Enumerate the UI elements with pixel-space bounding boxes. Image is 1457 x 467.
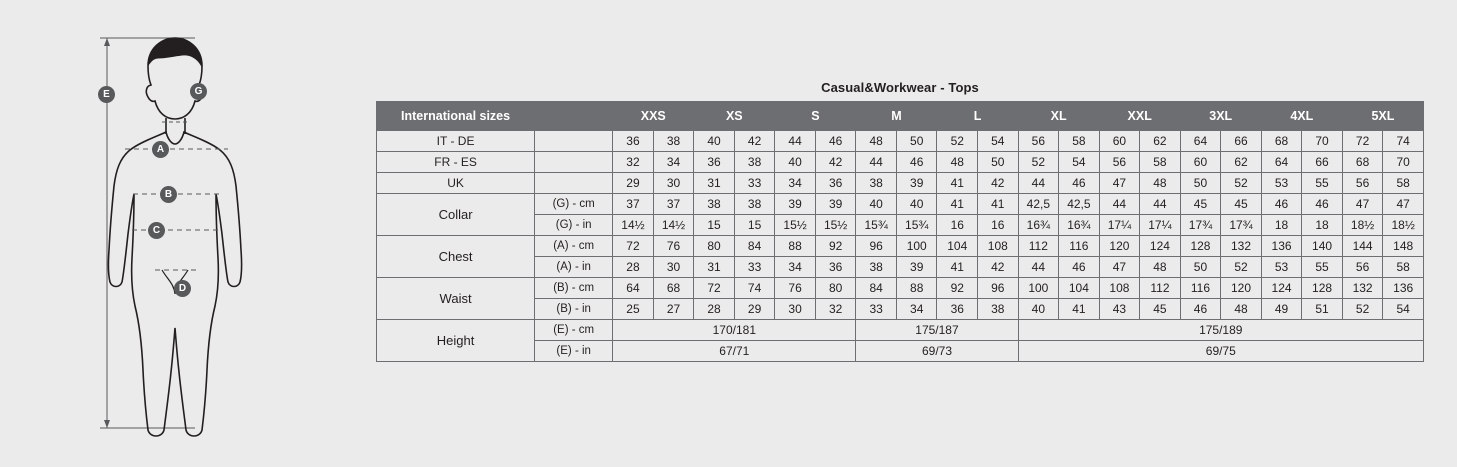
cell: 42 — [978, 173, 1019, 194]
table-row — [377, 131, 1424, 152]
table-row — [377, 236, 1424, 257]
cell: 58 — [1059, 131, 1100, 152]
cell: 68 — [653, 278, 694, 299]
cell: 25 — [613, 299, 654, 320]
cell: 15¾ — [856, 215, 897, 236]
cell: 14½ — [653, 215, 694, 236]
cell: 50 — [978, 152, 1019, 173]
header-size-xxl: XXL — [1099, 102, 1180, 131]
cell: 60 — [1180, 152, 1221, 173]
cell: 48 — [856, 131, 897, 152]
header-international-sizes: International sizes — [377, 102, 535, 131]
header-unit — [535, 102, 613, 131]
cell: 40 — [775, 152, 816, 173]
cell: 52 — [1221, 173, 1262, 194]
cell: 38 — [856, 173, 897, 194]
cell: 120 — [1221, 278, 1262, 299]
row-unit — [535, 173, 613, 194]
cell: 136 — [1383, 278, 1424, 299]
cell: 140 — [1302, 236, 1343, 257]
label-G: G — [190, 83, 207, 100]
row-label-waist: Waist — [377, 278, 535, 320]
cell: 28 — [694, 299, 735, 320]
cell: 76 — [653, 236, 694, 257]
header-size-xxs: XXS — [613, 102, 694, 131]
cell: 53 — [1261, 173, 1302, 194]
cell: 46 — [1180, 299, 1221, 320]
cell: 88 — [896, 278, 937, 299]
cell: 44 — [856, 152, 897, 173]
cell: 42 — [815, 152, 856, 173]
cell: 55 — [1302, 257, 1343, 278]
cell: 55 — [1302, 173, 1343, 194]
header-size-4xl: 4XL — [1261, 102, 1342, 131]
table-row — [377, 173, 1424, 194]
cell: 128 — [1180, 236, 1221, 257]
cell: 47 — [1342, 194, 1383, 215]
row-label-uk: UK — [377, 173, 535, 194]
cell: 120 — [1099, 236, 1140, 257]
cell: 70 — [1302, 131, 1343, 152]
cell: 48 — [937, 152, 978, 173]
header-size-xs: XS — [694, 102, 775, 131]
cell: 16 — [937, 215, 978, 236]
cell: 104 — [1059, 278, 1100, 299]
cell: 72 — [1342, 131, 1383, 152]
cell: 104 — [937, 236, 978, 257]
cell: 17¼ — [1140, 215, 1181, 236]
cell: 17¼ — [1099, 215, 1140, 236]
cell: 42 — [978, 257, 1019, 278]
cell: 148 — [1383, 236, 1424, 257]
cell: 68 — [1261, 131, 1302, 152]
cell: 112 — [1140, 278, 1181, 299]
cell: 15 — [734, 215, 775, 236]
cell: 52 — [1342, 299, 1383, 320]
cell: 58 — [1383, 173, 1424, 194]
row-unit: (E) - cm — [535, 320, 613, 341]
cell: 92 — [937, 278, 978, 299]
cell: 28 — [613, 257, 654, 278]
cell: 96 — [856, 236, 897, 257]
cell: 144 — [1342, 236, 1383, 257]
header-size-5xl: 5XL — [1342, 102, 1423, 131]
cell: 33 — [734, 257, 775, 278]
cell: 41 — [1059, 299, 1100, 320]
body-measurement-figure — [70, 18, 310, 448]
header-size-s: S — [775, 102, 856, 131]
cell: 37 — [613, 194, 654, 215]
cell: 116 — [1180, 278, 1221, 299]
cell: 40 — [896, 194, 937, 215]
cell: 44 — [1099, 194, 1140, 215]
cell: 44 — [775, 131, 816, 152]
cell: 45 — [1221, 194, 1262, 215]
cell: 33 — [856, 299, 897, 320]
cell: 40 — [1018, 299, 1059, 320]
cell: 32 — [815, 299, 856, 320]
cell: 72 — [694, 278, 735, 299]
label-A: A — [152, 141, 169, 158]
label-B: B — [160, 186, 177, 203]
table-row — [377, 278, 1424, 299]
cell: 52 — [1018, 152, 1059, 173]
cell: 66 — [1221, 131, 1262, 152]
cell: 132 — [1342, 278, 1383, 299]
cell: 30 — [653, 173, 694, 194]
cell: 18½ — [1383, 215, 1424, 236]
table-row — [377, 152, 1424, 173]
cell: 52 — [937, 131, 978, 152]
cell: 39 — [815, 194, 856, 215]
cell: 56 — [1342, 173, 1383, 194]
cell: 50 — [1180, 257, 1221, 278]
row-unit: (E) - in — [535, 341, 613, 362]
row-unit: (A) - cm — [535, 236, 613, 257]
cell: 33 — [734, 173, 775, 194]
row-unit: (G) - cm — [535, 194, 613, 215]
row-unit — [535, 152, 613, 173]
cell: 16¾ — [1059, 215, 1100, 236]
cell: 42,5 — [1059, 194, 1100, 215]
cell: 47 — [1099, 173, 1140, 194]
cell: 108 — [978, 236, 1019, 257]
row-unit: (A) - in — [535, 257, 613, 278]
cell: 42 — [734, 131, 775, 152]
header-size-3xl: 3XL — [1180, 102, 1261, 131]
row-label-chest: Chest — [377, 236, 535, 278]
row-label-fr-es: FR - ES — [377, 152, 535, 173]
cell: 30 — [775, 299, 816, 320]
cell: 18½ — [1342, 215, 1383, 236]
cell: 15¾ — [896, 215, 937, 236]
cell: 56 — [1342, 257, 1383, 278]
cell: 43 — [1099, 299, 1140, 320]
cell: 38 — [694, 194, 735, 215]
row-label-height: Height — [377, 320, 535, 362]
cell: 80 — [815, 278, 856, 299]
cell: 39 — [896, 257, 937, 278]
cell: 124 — [1140, 236, 1181, 257]
table-body — [377, 131, 1424, 362]
cell: 18 — [1302, 215, 1343, 236]
cell: 39 — [775, 194, 816, 215]
cell: 46 — [896, 152, 937, 173]
cell: 44 — [1018, 257, 1059, 278]
cell: 48 — [1140, 173, 1181, 194]
header-size-l: L — [937, 102, 1018, 131]
cell-height-group: 69/73 — [856, 341, 1018, 362]
cell: 45 — [1180, 194, 1221, 215]
cell: 42,5 — [1018, 194, 1059, 215]
row-unit: (G) - in — [535, 215, 613, 236]
cell: 50 — [1180, 173, 1221, 194]
human-body-diagram — [70, 18, 310, 448]
cell: 48 — [1221, 299, 1262, 320]
cell: 100 — [896, 236, 937, 257]
header-size-xl: XL — [1018, 102, 1099, 131]
cell: 88 — [775, 236, 816, 257]
row-unit — [535, 131, 613, 152]
cell: 34 — [775, 173, 816, 194]
row-label-it-de: IT - DE — [377, 131, 535, 152]
cell: 136 — [1261, 236, 1302, 257]
cell: 76 — [775, 278, 816, 299]
cell: 44 — [1018, 173, 1059, 194]
cell: 36 — [815, 173, 856, 194]
cell: 46 — [1059, 173, 1100, 194]
row-unit: (B) - cm — [535, 278, 613, 299]
cell: 29 — [613, 173, 654, 194]
cell: 41 — [937, 257, 978, 278]
cell: 74 — [1383, 131, 1424, 152]
cell: 15½ — [815, 215, 856, 236]
cell: 30 — [653, 257, 694, 278]
cell: 38 — [653, 131, 694, 152]
cell: 27 — [653, 299, 694, 320]
cell: 46 — [1302, 194, 1343, 215]
cell: 39 — [896, 173, 937, 194]
cell: 34 — [653, 152, 694, 173]
cell: 36 — [815, 257, 856, 278]
cell: 54 — [978, 131, 1019, 152]
cell: 15 — [694, 215, 735, 236]
cell: 96 — [978, 278, 1019, 299]
cell: 52 — [1221, 257, 1262, 278]
cell: 51 — [1302, 299, 1343, 320]
cell: 112 — [1018, 236, 1059, 257]
table-title: Casual&Workwear - Tops — [821, 80, 979, 95]
cell-height-group: 175/187 — [856, 320, 1018, 341]
cell: 64 — [1180, 131, 1221, 152]
cell: 38 — [734, 152, 775, 173]
cell: 47 — [1099, 257, 1140, 278]
cell: 34 — [896, 299, 937, 320]
cell-height-group: 67/71 — [613, 341, 856, 362]
cell: 70 — [1383, 152, 1424, 173]
label-C: C — [148, 222, 165, 239]
size-table — [376, 101, 1424, 362]
cell-height-group: 175/189 — [1018, 320, 1423, 341]
cell: 92 — [815, 236, 856, 257]
cell: 45 — [1140, 299, 1181, 320]
cell: 56 — [1018, 131, 1059, 152]
cell-height-group: 170/181 — [613, 320, 856, 341]
cell: 64 — [613, 278, 654, 299]
cell: 48 — [1140, 257, 1181, 278]
cell: 15½ — [775, 215, 816, 236]
cell: 40 — [856, 194, 897, 215]
cell: 36 — [613, 131, 654, 152]
cell: 60 — [1099, 131, 1140, 152]
cell: 38 — [856, 257, 897, 278]
cell: 64 — [1261, 152, 1302, 173]
cell: 18 — [1261, 215, 1302, 236]
cell: 40 — [694, 131, 735, 152]
cell: 80 — [694, 236, 735, 257]
cell: 49 — [1261, 299, 1302, 320]
cell: 38 — [978, 299, 1019, 320]
table-header — [377, 102, 1424, 131]
cell: 54 — [1383, 299, 1424, 320]
cell: 124 — [1261, 278, 1302, 299]
cell-height-group: 69/75 — [1018, 341, 1423, 362]
cell: 46 — [1261, 194, 1302, 215]
cell: 116 — [1059, 236, 1100, 257]
cell: 74 — [734, 278, 775, 299]
cell: 66 — [1302, 152, 1343, 173]
cell: 108 — [1099, 278, 1140, 299]
cell: 47 — [1383, 194, 1424, 215]
table-row — [377, 320, 1424, 341]
cell: 32 — [613, 152, 654, 173]
cell: 46 — [815, 131, 856, 152]
label-E-top: E — [98, 86, 115, 103]
cell: 41 — [937, 194, 978, 215]
cell: 132 — [1221, 236, 1262, 257]
cell: 62 — [1140, 131, 1181, 152]
cell: 37 — [653, 194, 694, 215]
cell: 53 — [1261, 257, 1302, 278]
cell: 54 — [1059, 152, 1100, 173]
row-unit: (B) - in — [535, 299, 613, 320]
cell: 68 — [1342, 152, 1383, 173]
cell: 46 — [1059, 257, 1100, 278]
cell: 62 — [1221, 152, 1262, 173]
cell: 72 — [613, 236, 654, 257]
cell: 14½ — [613, 215, 654, 236]
cell: 56 — [1099, 152, 1140, 173]
cell: 128 — [1302, 278, 1343, 299]
cell: 84 — [734, 236, 775, 257]
cell: 36 — [937, 299, 978, 320]
cell: 41 — [937, 173, 978, 194]
cell: 84 — [856, 278, 897, 299]
label-D: D — [174, 280, 191, 297]
cell: 36 — [694, 152, 735, 173]
cell: 34 — [775, 257, 816, 278]
row-label-collar: Collar — [377, 194, 535, 236]
cell: 16 — [978, 215, 1019, 236]
table-row — [377, 194, 1424, 215]
header-size-m: M — [856, 102, 937, 131]
cell: 31 — [694, 173, 735, 194]
cell: 41 — [978, 194, 1019, 215]
cell: 58 — [1383, 257, 1424, 278]
cell: 17¾ — [1221, 215, 1262, 236]
cell: 58 — [1140, 152, 1181, 173]
cell: 29 — [734, 299, 775, 320]
cell: 100 — [1018, 278, 1059, 299]
cell: 31 — [694, 257, 735, 278]
cell: 38 — [734, 194, 775, 215]
cell: 44 — [1140, 194, 1181, 215]
size-table-container — [376, 80, 1424, 362]
header-row — [377, 102, 1424, 131]
cell: 17¾ — [1180, 215, 1221, 236]
cell: 50 — [896, 131, 937, 152]
cell: 16¾ — [1018, 215, 1059, 236]
